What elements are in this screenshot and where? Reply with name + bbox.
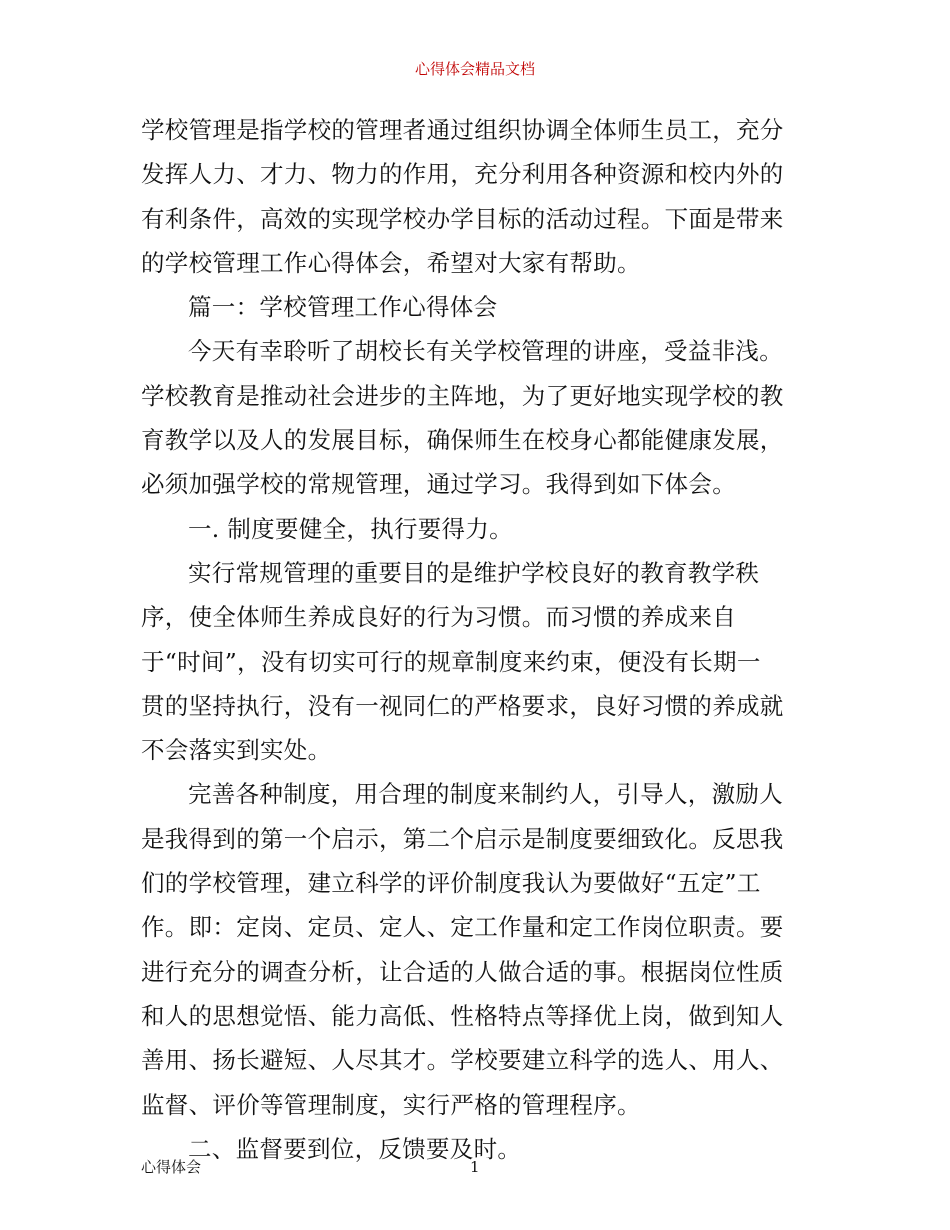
footer-label: 心得体会 xyxy=(141,1158,202,1176)
text-line: 必须加强学校的常规管理，通过学习。我得到如下体会。 xyxy=(141,470,736,499)
text-line: 序，使全体师生养成良好的行为习惯。而习惯的养成来自 xyxy=(141,603,736,632)
text-line: 进行充分的调查分析，让合适的人做合适的事。根据岗位性质 xyxy=(141,957,784,986)
text-line: 实行常规管理的重要目的是维护学校良好的教育教学秩 xyxy=(188,558,760,587)
text-line: 的学校管理工作心得体会，希望对大家有帮助。 xyxy=(141,248,641,277)
text-line: 有利条件，高效的实现学校办学目标的活动过程。下面是带来 xyxy=(141,204,784,233)
text-line: 今天有幸聆听了胡校长有关学校管理的讲座，受益非浅。 xyxy=(188,337,783,366)
text-line: 育教学以及人的发展目标，确保师生在校身心都能健康发展， xyxy=(141,426,784,455)
document-body xyxy=(141,108,811,1171)
text-line: 发挥人力、才力、物力的作用，充分利用各种资源和校内外的 xyxy=(141,160,784,189)
text-line: 和人的思想觉悟、能力高低、性格特点等择优上岗，做到知人 xyxy=(141,1001,784,1030)
text-line: 们的学校管理，建立科学的评价制度我认为要做好“五定”工 xyxy=(141,869,761,898)
text-line: 完善各种制度，用合理的制度来制约人，引导人，激励人 xyxy=(188,780,783,809)
text-line: 于“时间”，没有切实可行的规章制度来约束，便没有长期一 xyxy=(141,647,761,676)
text-line: 篇一：学校管理工作心得体会 xyxy=(188,293,498,322)
text-line: 监督、评价等管理制度，实行严格的管理程序。 xyxy=(141,1090,641,1119)
text-line: 学校管理是指学校的管理者通过组织协调全体师生员工，充分 xyxy=(141,116,784,144)
text-line: 学校教育是推动社会进步的主阵地，为了更好地实现学校的教 xyxy=(141,381,784,410)
page-number: 1 xyxy=(470,1158,480,1176)
text-line: 一. 制度要健全，执行要得力。 xyxy=(188,514,513,543)
text-line: 贯的坚持执行，没有一视同仁的严格要求，良好习惯的养成就 xyxy=(141,691,784,720)
text-line: 作。即：定岗、定员、定人、定工作量和定工作岗位职责。要 xyxy=(141,913,784,942)
text-line: 是我得到的第一个启示，第二个启示是制度要细致化。反思我 xyxy=(141,824,784,853)
text-line: 善用、扬长避短、人尽其才。学校要建立科学的选人、用人、 xyxy=(141,1046,784,1075)
document-header-title: 心得体会精品文档 xyxy=(414,60,535,78)
text-line: 不会落实到实处。 xyxy=(141,736,332,765)
text-line: 二、监督要到位，反馈要及时。 xyxy=(188,1134,522,1163)
